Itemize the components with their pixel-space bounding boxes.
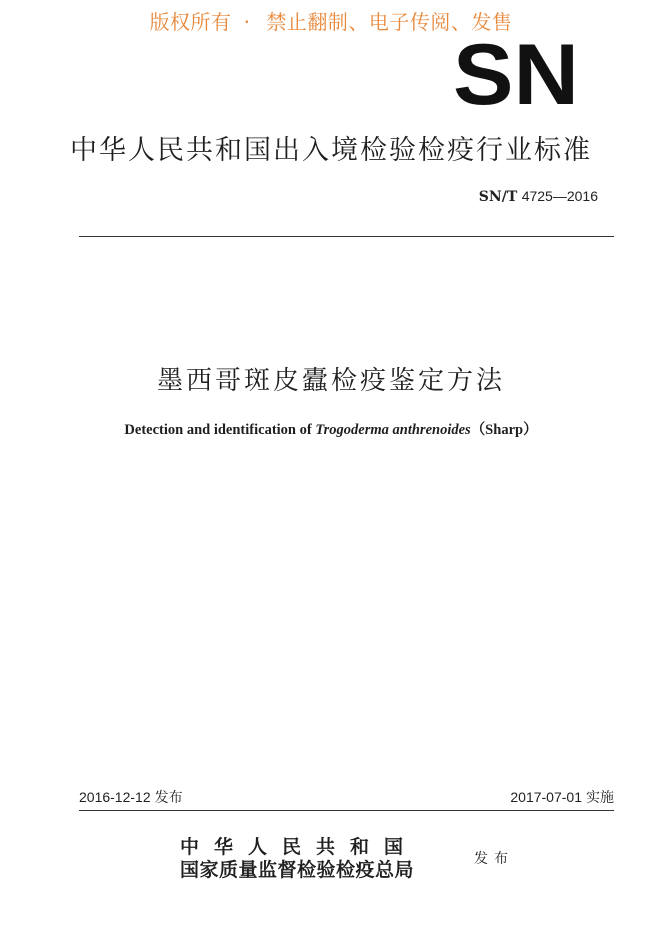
industry-standard-title: 中华人民共和国出入境检验检疫行业标准 <box>70 135 592 166</box>
standard-prefix: SN/T <box>478 189 518 205</box>
implementation-date-label: 实施 <box>586 790 614 806</box>
bottom-divider <box>79 810 614 811</box>
english-title-species: Trogoderma anthrenoides <box>315 422 471 438</box>
top-divider <box>79 236 614 237</box>
copyright-separator: · <box>243 10 251 34</box>
english-title-suffix: （Sharp） <box>470 422 538 438</box>
copyright-left: 版权所有 <box>149 10 232 34</box>
chinese-title: 墨西哥斑皮蠹检疫鉴定方法 <box>156 366 505 396</box>
publisher-label: 发布 <box>474 851 514 867</box>
english-title-prefix: Detection and identification of <box>124 422 316 438</box>
implementation-date <box>510 787 614 807</box>
english-title <box>0 418 662 439</box>
publisher-block <box>180 836 418 882</box>
publisher-agency: 国家质量监督检验检疫总局 <box>180 859 415 881</box>
copyright-notice <box>0 6 662 35</box>
standard-code: 4725—2016 <box>521 188 598 204</box>
issue-date-label: 发布 <box>154 790 183 806</box>
copyright-right: 禁止翻制、电子传阅、发售 <box>266 10 513 34</box>
issue-date <box>79 787 183 807</box>
implementation-date-value: 2017-07-01 <box>510 789 582 805</box>
sn-logo-text: SN <box>453 40 579 106</box>
issue-date-value: 2016-12-12 <box>79 789 151 805</box>
standard-number <box>479 188 598 205</box>
publisher-country: 中华人民共和国 <box>180 836 419 858</box>
sn-logo-graphic <box>452 40 580 106</box>
sn-logo <box>452 40 580 106</box>
